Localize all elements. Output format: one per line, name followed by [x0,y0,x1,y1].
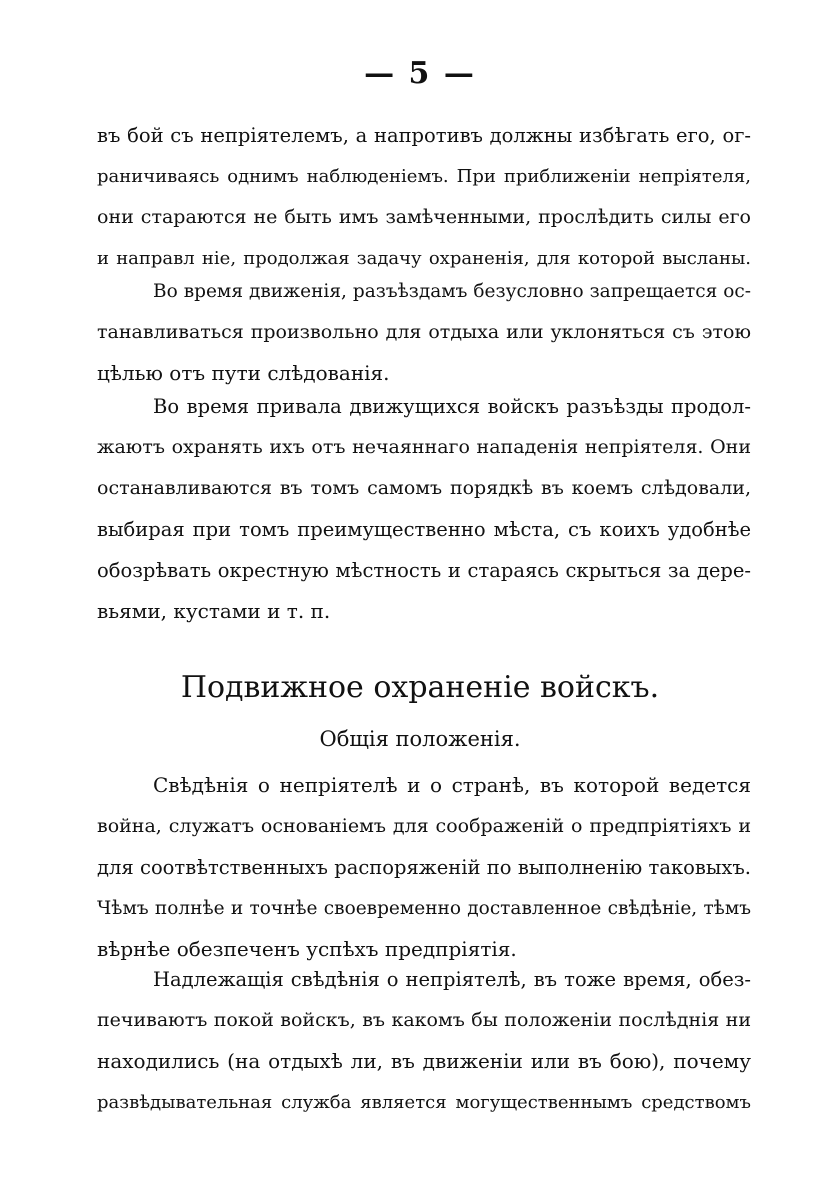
text-line: печиваютъ покой войскъ, въ какомъ бы положеніи послѣднія ни [97,1009,751,1031]
text-line: цѣлью отъ пути слѣдованія. [97,361,390,385]
text-line: война, служатъ основаніемъ для соображеній о предпріятіяхъ и [97,815,751,837]
text-line: жаютъ охранять ихъ отъ нечаяннаго нападенія непріятеля. Они [97,436,751,458]
text-line: и направл ніе, продолжая задачу охраненія, для которой высланы. [97,248,751,269]
section-title: Подвижное охраненіе войскъ. [180,670,660,705]
text-line: Чѣмъ полнѣе и точнѣе своевременно доставленное свѣдѣніе, тѣмъ [97,898,751,919]
text-line: находились (на отдыхѣ ли, въ движеніи или въ бою), почему [97,1049,751,1073]
text-line: останавливаются въ томъ самомъ порядкѣ въ коемъ слѣдовали, [97,477,751,499]
text-line: вьями, кустами и т. п. [97,599,331,623]
text-line: въ бой съ непріятелемъ, а напротивъ должны избѣгать его, ог- [97,124,751,147]
text-line: танавливаться произвольно для отдыха или уклоняться съ этою [97,321,751,343]
text-line: они стараются не быть имъ замѣченными, прослѣдить силы его [97,206,751,228]
page-number: — 5 — [364,56,476,91]
text-line: Надлежащія свѣдѣнія о непріятелѣ, въ тоже время, обез- [153,968,751,991]
section-subtitle: Общія положенія. [319,727,521,751]
text-line: развѣдывательная служба является могущественнымъ средствомъ [97,1092,751,1113]
text-line: Во время движенія, разъѣздамъ безусловно запрещается ос- [153,281,751,302]
text-line: для соотвѣтственныхъ распоряженій по выполненію таковыхъ. [97,856,751,879]
section-paragraph-1 [97,765,751,970]
text-line: обозрѣвать окрестную мѣстность и стараясь скрыться за дере- [97,559,751,582]
text-line: раничиваясь однимъ наблюденіемъ. При приближеніи непріятеля, [97,166,751,187]
text-line: вѣрнѣе обезпеченъ успѣхъ предпріятія. [97,937,517,961]
section-paragraph-2 [97,959,751,1123]
text-line: Свѣдѣнія о непріятелѣ и о странѣ, въ которой ведется [153,773,751,797]
text-line: выбирая при томъ преимущественно мѣста, съ коихъ удобнѣе [97,518,751,541]
text-line: Во время привала движущихся войскъ разъѣзды продол- [153,395,751,418]
paragraph-1 [97,115,751,279]
paragraph-3 [97,386,751,632]
paragraph-2 [97,271,751,394]
